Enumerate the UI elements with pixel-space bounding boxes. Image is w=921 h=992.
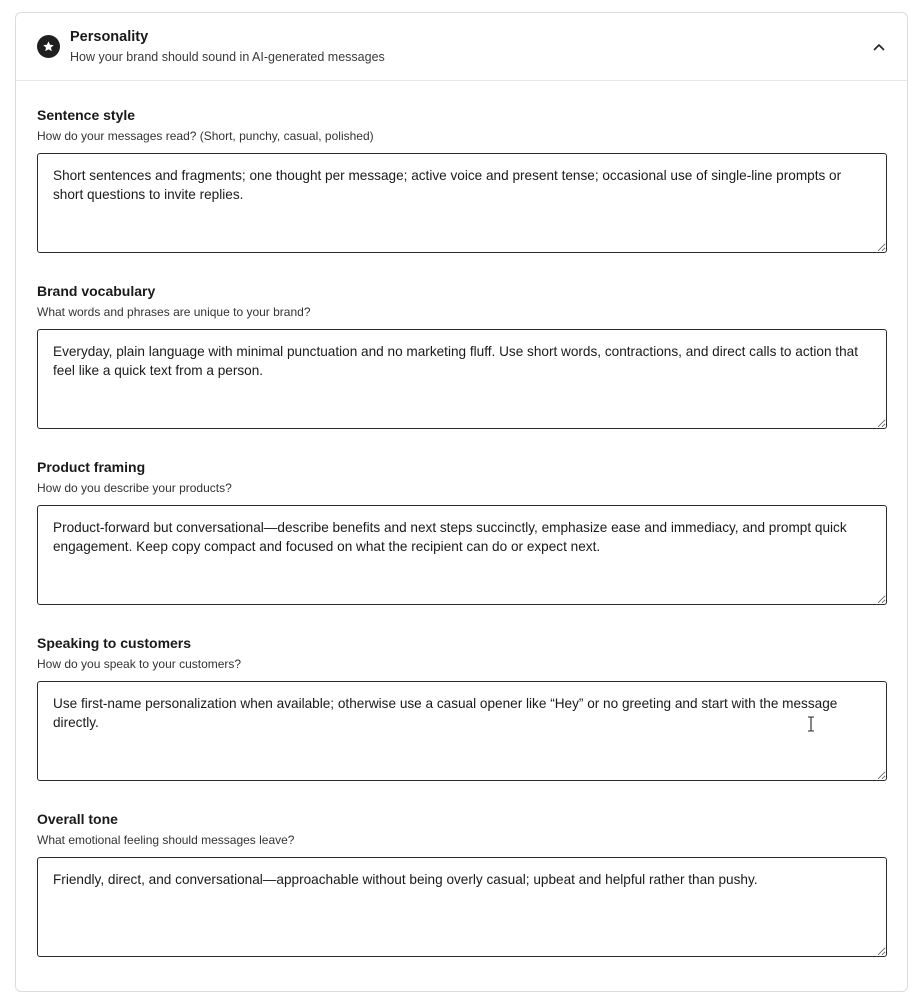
field-help-text: How do you describe your products? — [37, 481, 232, 495]
field-product-framing — [37, 458, 887, 605]
field-help-text: How do you speak to your customers? — [37, 657, 242, 671]
section-subtitle: How your brand should sound in AI-generated messages — [70, 50, 385, 64]
chevron-up-icon — [872, 40, 886, 54]
speaking-to-customers-textarea[interactable] — [37, 681, 887, 781]
field-overall-tone — [37, 810, 887, 957]
text-cursor-icon — [806, 716, 816, 732]
field-label: Sentence style — [37, 107, 136, 123]
collapse-button[interactable] — [867, 35, 891, 59]
field-label: Product framing — [37, 459, 146, 475]
section-title: Personality — [70, 29, 149, 45]
field-help-text: What emotional feeling should messages leave? — [37, 833, 295, 847]
product-framing-textarea[interactable] — [37, 505, 887, 605]
field-sentence-style — [37, 106, 887, 253]
field-help-text: What words and phrases are unique to your brand? — [37, 305, 311, 319]
overall-tone-textarea[interactable] — [37, 857, 887, 957]
field-brand-vocabulary — [37, 282, 887, 429]
field-label: Speaking to customers — [37, 635, 192, 651]
field-label: Overall tone — [37, 811, 118, 827]
star-icon — [37, 35, 60, 58]
field-speaking-to-customers — [37, 634, 887, 781]
section-header[interactable] — [16, 13, 907, 81]
personality-section — [15, 12, 908, 992]
sentence-style-textarea[interactable] — [37, 153, 887, 253]
field-help-text: How do your messages read? (Short, punchy, casual, polished) — [37, 129, 374, 143]
field-label: Brand vocabulary — [37, 283, 156, 299]
brand-vocabulary-textarea[interactable] — [37, 329, 887, 429]
